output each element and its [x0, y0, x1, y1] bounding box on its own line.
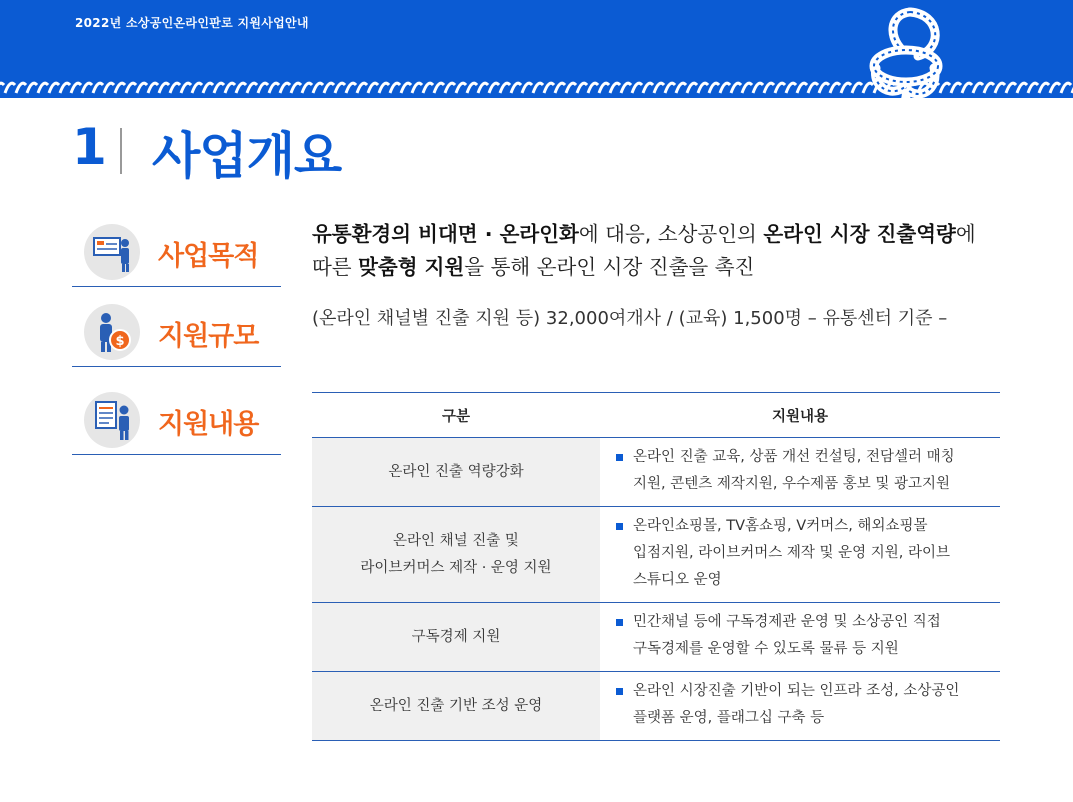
- content-line: 구독경제를 운영할 수 있도록 물류 등 지원: [633, 641, 899, 657]
- row-category: [312, 507, 600, 603]
- row-content: [600, 672, 1000, 741]
- category-line: 온라인 채널 진출 및: [393, 532, 519, 549]
- purpose-text: 에 대응, 소상공인의: [578, 222, 764, 246]
- purpose-emphasis: 유통환경의 비대면 · 온라인화: [312, 222, 579, 246]
- table-row: [312, 507, 1000, 603]
- support-scale-text: (온라인 채널별 진출 지원 등) 32,000여개사 / (교육) 1,500명 – 유통센터 기준 –: [312, 308, 948, 329]
- money-person-icon: [84, 304, 140, 360]
- row-content: [600, 603, 1000, 672]
- table-header-row: [312, 393, 1000, 438]
- sidebar-item-label: 지원규모: [158, 321, 259, 352]
- sidebar-item-purpose: [72, 218, 281, 287]
- document-person-icon: [84, 392, 140, 448]
- svg-text:$: $: [115, 334, 125, 349]
- presentation-icon: [84, 224, 140, 280]
- table-row: [312, 603, 1000, 672]
- content-line: 온라인 진출 교육, 상품 개선 컨설팅, 전담셀러 매칭: [633, 449, 955, 465]
- rope-knot-icon: [862, 6, 948, 114]
- category-line: 온라인 진출 역량강화: [388, 463, 524, 480]
- category-line: 라이브커머스 제작 · 운영 지원: [360, 559, 552, 576]
- column-header-content: 지원내용: [600, 393, 1000, 438]
- row-content: [600, 438, 1000, 507]
- bullet-icon: [616, 619, 623, 626]
- content-line: 스튜디오 운영: [633, 572, 722, 588]
- purpose-text: 따른: [312, 255, 359, 279]
- purpose-emphasis: 맞춤형 지원: [358, 255, 465, 279]
- bullet-icon: [616, 688, 623, 695]
- row-content: [600, 507, 1000, 603]
- sidebar-item-label: 사업목적: [158, 241, 259, 272]
- row-category: [312, 438, 600, 507]
- support-content-table: [312, 392, 1000, 741]
- content-line: 민간채널 등에 구독경제관 운영 및 소상공인 직접: [633, 614, 941, 630]
- category-line: 온라인 진출 기반 조성 운영: [369, 697, 543, 714]
- sidebar-item-scale: [72, 298, 281, 367]
- table-row: [312, 438, 1000, 507]
- section-divider: [120, 128, 122, 174]
- table-row: [312, 672, 1000, 741]
- row-category: [312, 603, 600, 672]
- bullet-icon: [616, 523, 623, 530]
- content-line: 지원, 콘텐츠 제작지원, 우수제품 홍보 및 광고지원: [633, 476, 951, 492]
- content-line: 온라인쇼핑몰, TV홈쇼핑, V커머스, 해외쇼핑몰: [633, 518, 928, 534]
- category-line: 구독경제 지원: [411, 628, 501, 645]
- content-line: 입점지원, 라이브커머스 제작 및 운영 지원, 라이브: [633, 545, 951, 561]
- section-number: 1: [72, 118, 107, 176]
- row-category: [312, 672, 600, 741]
- column-header-category: 구분: [312, 393, 600, 438]
- sidebar-item-label: 지원내용: [158, 409, 259, 440]
- purpose-emphasis: 온라인 시장 진출역량: [763, 222, 956, 246]
- sidebar-item-content: [72, 386, 281, 455]
- section-title: 사업개요: [152, 127, 342, 185]
- content-line: 온라인 시장진출 기반이 되는 인프라 조성, 소상공인: [633, 683, 960, 699]
- header-title: 2022년 소상공인온라인판로 지원사업안내: [75, 16, 309, 30]
- content-line: 플랫폼 운영, 플래그십 구축 등: [633, 710, 825, 726]
- purpose-statement: [312, 218, 1012, 284]
- purpose-text: 에: [955, 222, 976, 246]
- bullet-icon: [616, 454, 623, 461]
- purpose-text: 을 통해 온라인 시장 진출을 촉진: [464, 255, 755, 279]
